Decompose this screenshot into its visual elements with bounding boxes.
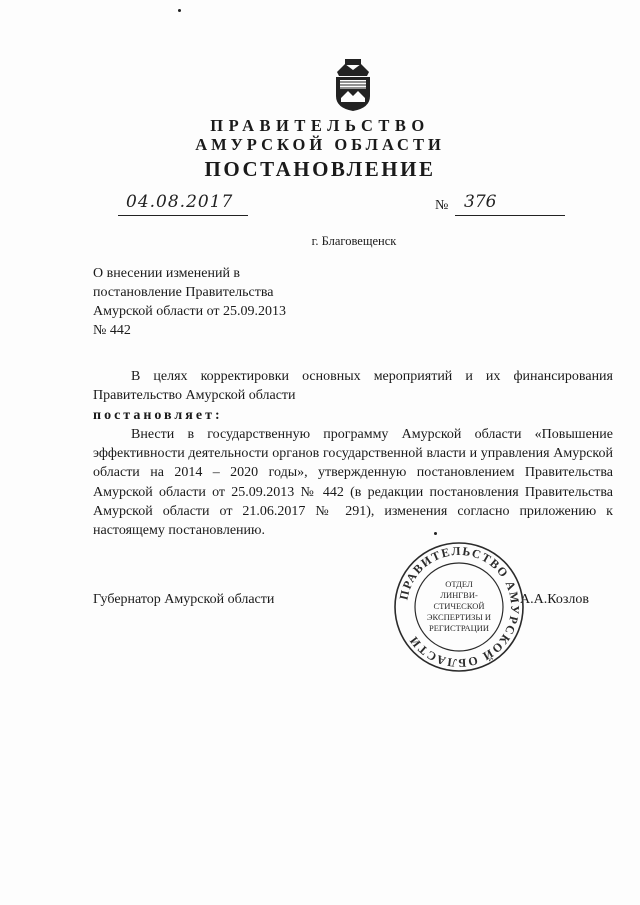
body-text xyxy=(93,367,613,541)
stamp-ring-text: ПРАВИТЕЛЬСТВО АМУРСКОЙ ОБЛАСТИ xyxy=(396,543,523,671)
region-heading: АМУРСКОЙ ОБЛАСТИ xyxy=(195,135,445,154)
number-handwritten: 376 xyxy=(464,192,497,212)
subject-line: Амурской области от 25.09.2013 xyxy=(93,304,286,319)
stamp-center-line: ЛИНГВИ- xyxy=(440,590,478,600)
subject-line: постановление Правительства xyxy=(93,285,274,300)
stamp-center-line: СТИЧЕСКОЙ xyxy=(433,601,485,611)
stamp-center-line: РЕГИСТРАЦИИ xyxy=(428,623,490,633)
subject-line: О внесении изменений в xyxy=(93,266,241,281)
subject-line: № 442 xyxy=(93,323,131,338)
date-handwritten: 04.08.2017 xyxy=(126,192,234,212)
document-type-heading: ПОСТАНОВЛЕНИЕ xyxy=(204,157,436,181)
scan-speck xyxy=(178,9,181,12)
signer-position: Губернатор Амурской области xyxy=(93,592,275,607)
scan-speck xyxy=(434,532,437,535)
coat-of-arms-icon xyxy=(331,58,375,112)
preamble-paragraph: В целях корректировки основных мероприятий и их финансирования Правительство Амурской области xyxy=(93,369,613,404)
number-label: № xyxy=(435,198,449,213)
stamp-center-line: ЭКСПЕРТИЗЫ И xyxy=(426,612,492,622)
government-heading: ПРАВИТЕЛЬСТВО xyxy=(210,116,430,135)
resolves-word: постановляет: xyxy=(93,407,223,423)
signer-name: А.А.Козлов xyxy=(520,592,589,607)
stamp-center-line: ОТДЕЛ xyxy=(445,579,473,589)
official-stamp-icon xyxy=(392,540,526,674)
resolution-paragraph: Внести в государственную программу Амурской области «Повышение эффективности деятельности органов государственной власти и управления Амурской области на 2014 – 2020 годы», утвержденную постановлением Правительства Амурской области от 25.09.2013 № 442 (в редакции постановления Правительства Амурской области от 21.06.2017 № 291), изменения согласно приложению к настоящему постановлению. xyxy=(93,426,613,539)
subject-block xyxy=(93,264,333,340)
city-label: г. Благовещенск xyxy=(311,234,397,248)
